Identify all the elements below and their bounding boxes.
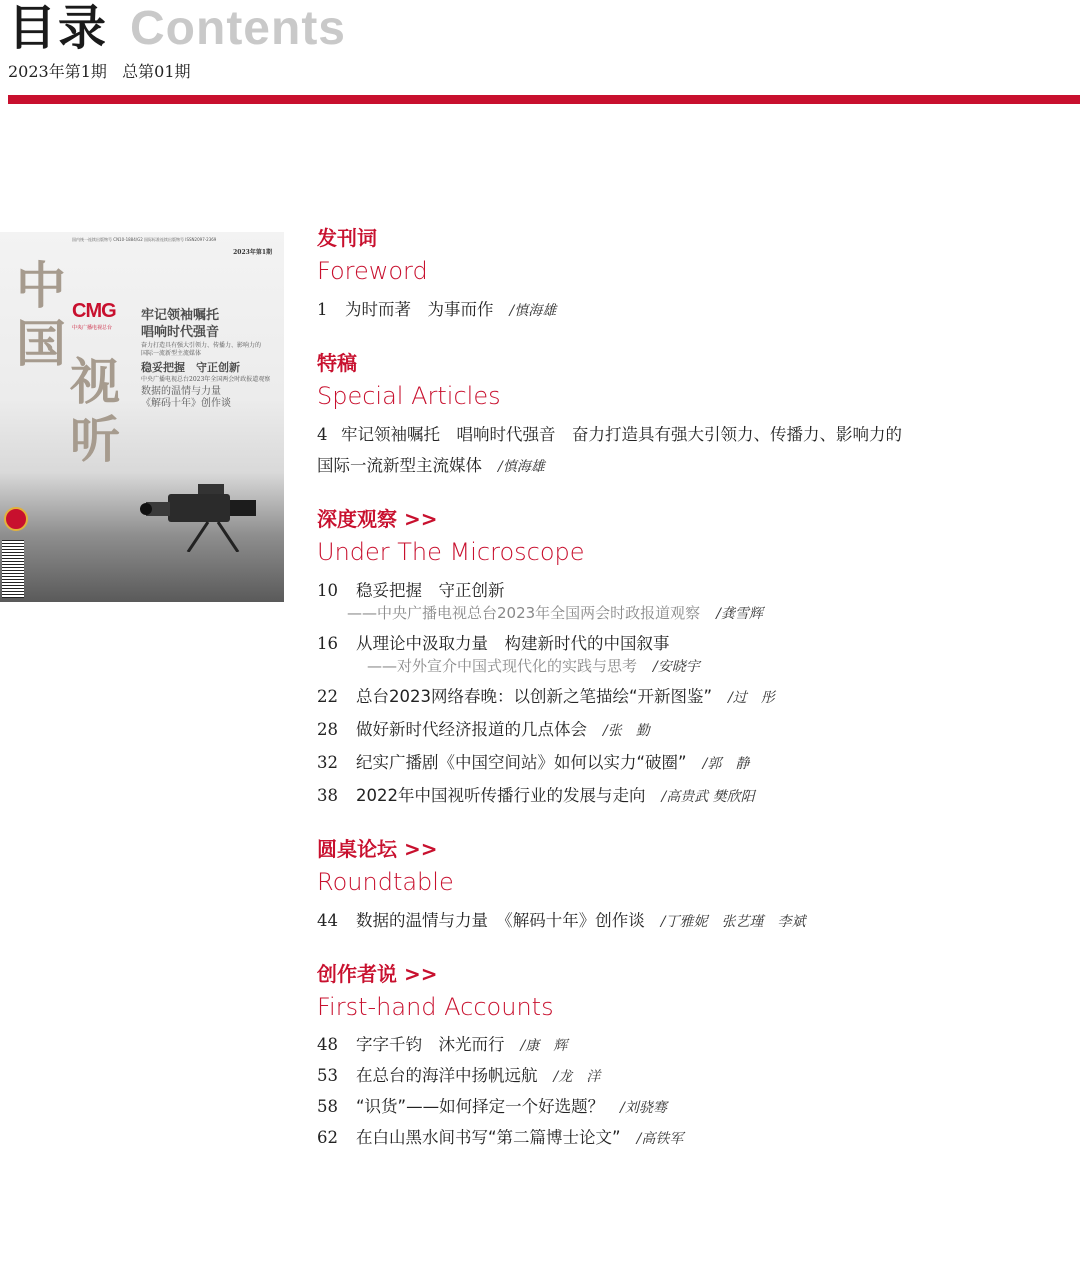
header [8,0,346,82]
issue-info: 2023年第1期 总第01期 [8,62,191,81]
cover-headline-1: 牢记领袖嘱托 [141,308,220,323]
section-title-cn: 特稿 [317,351,357,375]
entry-author: /高贵武 樊欣阳 [661,789,755,805]
cover-sub-1: 奋力打造具有强大引领力、传播力、影响力的 [141,342,262,349]
table-of-contents [317,222,1017,1174]
entry-title: 在总台的海洋中扬帆远航 [356,1066,538,1085]
entry-subtitle: ——中央广播电视总台2023年全国两会时政报道观察 [347,604,701,622]
cover-char-2: 国 [16,314,66,373]
section-title-en: First-hand Accounts [317,993,554,1021]
entry-title: “识货”——如何择定一个好选题？ [356,1097,605,1116]
entry-title: 做好新时代经济报道的几点体会 [356,720,587,739]
entry-title-continued: 国际一流新型主流媒体 [317,456,482,475]
cover-line-4: 数据的温情与力量 [141,386,221,397]
page-number: 4 [317,425,328,444]
cover-char-1: 中 [16,256,66,315]
section-special-articles [317,347,1017,483]
toc-entry[interactable] [317,905,1017,938]
emblem-icon [4,507,28,531]
entry-subtitle-row [317,655,1017,678]
entry-title: 字字千钧 沐光而行 [356,1035,505,1054]
page-number: 62 [317,1128,338,1147]
entry-title: 牢记领袖嘱托 唱响时代强音 奋力打造具有强大引领力、传播力、影响力的 [341,425,902,444]
entry-author: /郭 静 [702,756,750,772]
cover-date: 2023年第1期 [233,249,272,256]
section-title-en: Foreword [317,257,428,285]
title-row [8,0,346,57]
toc-entry[interactable] [317,1061,1017,1092]
section-first-hand-accounts [317,958,1017,1154]
entry-title: 总台2023网络春晚：以创新之笔描绘“开新图鉴” [356,687,713,706]
entry-author: /龚雪辉 [716,606,763,622]
entry-author: /慎海雄 [509,303,557,319]
entry-title: 纪实广播剧《中国空间站》如何以实力“破圈” [356,753,687,772]
entry-author: /丁雅妮 张艺瑾 李斌 [660,914,806,930]
cover-char-3: 视 [70,352,120,411]
page-number: 1 [317,300,328,319]
entry-title: 在白山黑水间书写“第二篇博士论文” [356,1128,621,1147]
section-title-cn: 创作者说 >> [317,962,438,986]
section-foreword [317,222,1017,327]
cover-sub-2: 国际一流新型主流媒体 [141,350,202,357]
toc-entry[interactable] [317,294,1017,327]
cover-headline-2: 唱响时代强音 [141,325,220,340]
toc-entry[interactable] [317,1092,1017,1123]
entry-subtitle-row [317,602,1017,625]
section-title-cn: 深度观察 >> [317,507,438,531]
page-number: 44 [317,911,338,930]
cover-line-5: 《解码十年》创作谈 [141,398,231,409]
page-title-en: Contents [130,2,346,55]
page-number: 10 [317,581,338,600]
toc-entry[interactable] [317,681,1017,714]
cover-top-line: 国内统一连续出版物号 CN10-1884/G2 国际标准连续出版物号 ISSN2097-2369 [72,237,217,242]
toc-entry[interactable] [317,747,1017,780]
entry-author: /慎海雄 [498,459,545,475]
entry-subtitle: ——对外宣介中国式现代化的实践与思考 [367,657,638,675]
entry-title: 从理论中汲取力量 构建新时代的中国叙事 [356,634,670,653]
section-title-cn: 发刊词 [317,226,377,250]
section-title-en: Under The Microscope [317,538,585,566]
page-number: 28 [317,720,338,739]
page-number: 32 [317,753,338,772]
entry-author: /刘骁骞 [620,1100,667,1116]
magazine-cover [0,232,284,602]
cover-sub-3: 中央广播电视总台2023年全国两会时政报道观察 [141,376,271,383]
entry-author: /安晓宇 [653,659,700,675]
page-number: 16 [317,634,338,653]
cover-headline-3: 稳妥把握 守正创新 [141,361,240,374]
toc-entry[interactable] [317,1123,1017,1154]
entry-author: /高铁军 [636,1131,684,1147]
toc-entry[interactable] [317,419,1017,450]
toc-entry[interactable] [317,780,1017,813]
page-number: 58 [317,1097,338,1116]
entry-title: 数据的温情与力量 《解码十年》创作谈 [356,911,645,930]
entry-title: 稳妥把握 守正创新 [356,581,505,600]
entry-author: /过 彤 [728,690,775,706]
section-title-en: Special Articles [317,382,501,410]
tv-camera-icon [138,484,268,552]
entry-title: 为时而著 为事而作 [345,300,494,319]
page-number: 53 [317,1066,338,1085]
barcode-icon [2,540,24,598]
section-title-cn: 圆桌论坛 >> [317,837,438,861]
entry-author: /康 辉 [520,1038,568,1054]
section-roundtable [317,833,1017,938]
section-under-the-microscope [317,503,1017,813]
toc-entry-continued[interactable] [317,450,1017,483]
page-title-cn: 目录 [8,0,109,56]
toc-entry[interactable] [317,714,1017,747]
page-number: 22 [317,687,338,706]
page-number: 48 [317,1035,338,1054]
cmg-logo-sub: 中央广播电视总台 [72,325,113,331]
entry-author: /龙 洋 [553,1069,601,1085]
toc-entry[interactable] [317,1030,1017,1061]
red-divider [8,95,1080,104]
cover-char-4: 听 [70,410,120,469]
cmg-logo: CMG [72,300,116,322]
section-title-en: Roundtable [317,868,454,896]
entry-author: /张 勤 [603,723,650,739]
page-number: 38 [317,786,338,805]
entry-title: 2022年中国视听传播行业的发展与走向 [356,786,646,805]
